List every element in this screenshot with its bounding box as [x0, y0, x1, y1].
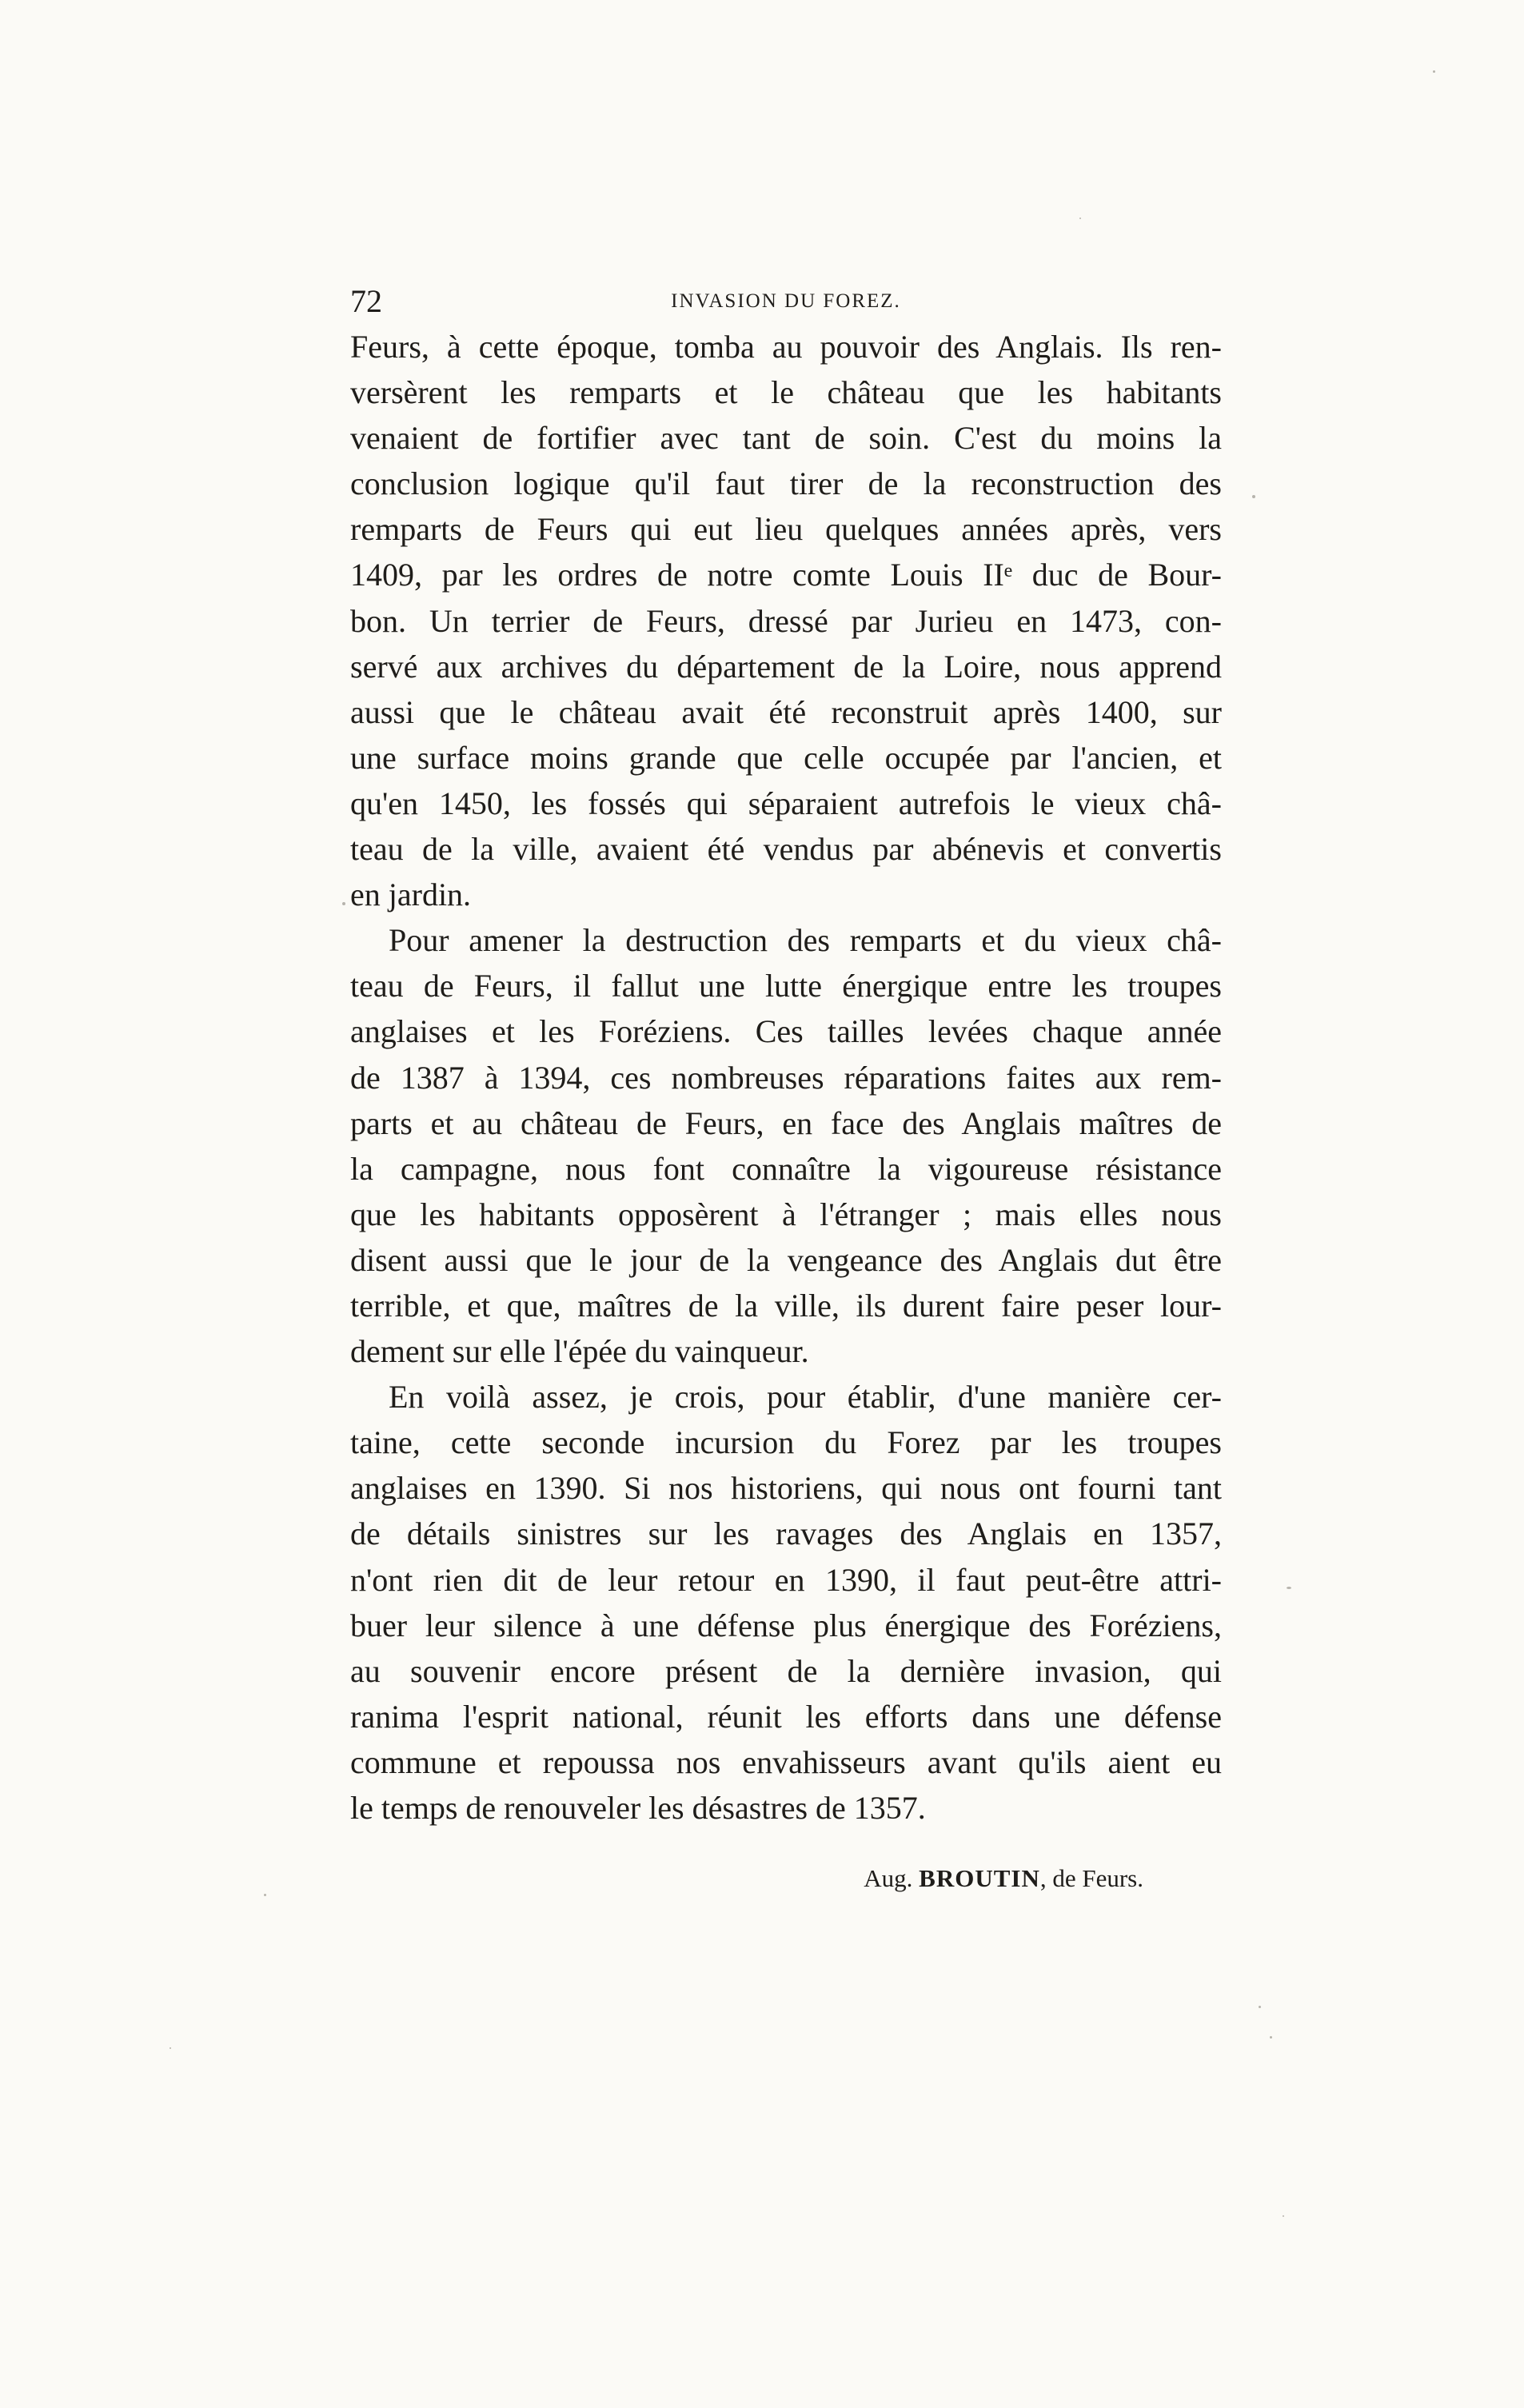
body-text: [350, 324, 1222, 1831]
paper-speck: [1252, 495, 1255, 498]
text-line: au souvenir encore présent de la dernière invasion, qui: [350, 1652, 1222, 1689]
paper-speck: [264, 1894, 266, 1896]
paper-speck: [1270, 2036, 1272, 2039]
paper-speck: [1259, 2006, 1261, 2008]
text-line: Pour amener la destruction des remparts et du vieux châ-: [389, 922, 1222, 959]
text-line: n'ont rien dit de leur retour en 1390, il faut peut-être attri-: [350, 1561, 1222, 1598]
signature-prefix: Aug.: [864, 1864, 913, 1892]
text-line: terrible, et que, maîtres de la ville, ils durent faire peser lour-: [350, 1287, 1222, 1324]
text-line: commune et repoussa nos envahisseurs avant qu'ils aient eu: [350, 1743, 1222, 1780]
paper-speck: [1287, 1587, 1291, 1589]
text-line: de détails sinistres sur les ravages des Anglais en 1357,: [350, 1515, 1222, 1552]
text-line: venaient de fortifier avec tant de soin. C'est du moins la: [350, 420, 1222, 457]
signature-suffix: , de Feurs.: [1039, 1864, 1143, 1892]
text-line: servé aux archives du département de la Loire, nous apprend: [350, 648, 1222, 685]
text-line: disent aussi que le jour de la vengeance des Anglais dut être: [350, 1241, 1222, 1278]
running-header: [350, 282, 1222, 321]
running-title: INVASION DU FOREZ.: [671, 290, 901, 312]
author-signature: [800, 1859, 1143, 1898]
text-line: 1409, par les ordres de notre comte Louis IIᵉ duc de Bour-: [350, 557, 1222, 593]
text-line: anglaises en 1390. Si nos historiens, qui nous ont fourni tant: [350, 1470, 1222, 1507]
text-line: aussi que le château avait été reconstruit après 1400, sur: [350, 693, 1222, 730]
text-line: Feurs, à cette époque, tomba au pouvoir des Anglais. Ils ren-: [350, 329, 1222, 365]
text-line: anglaises et les Foréziens. Ces tailles levées chaque année: [350, 1013, 1222, 1050]
text-line: la campagne, nous font connaître la vigoureuse résistance: [350, 1150, 1222, 1187]
paper-speck: [342, 902, 345, 905]
text-line: bon. Un terrier de Feurs, dressé par Jurieu en 1473, con-: [350, 602, 1222, 639]
paper-speck: [1433, 70, 1435, 73]
text-line: qu'en 1450, les fossés qui séparaient autrefois le vieux châ-: [350, 785, 1222, 821]
text-line: En voilà assez, je crois, pour établir, d'une manière cer-: [389, 1379, 1222, 1416]
text-line: que les habitants opposèrent à l'étranger ; mais elles nous: [350, 1196, 1222, 1232]
paper-speck: [170, 2047, 171, 2049]
text-line: parts et au château de Feurs, en face des Anglais maîtres de: [350, 1104, 1222, 1141]
text-line: de 1387 à 1394, ces nombreuses réparations faites aux rem-: [350, 1059, 1222, 1096]
text-line: teau de la ville, avaient été vendus par abénevis et convertis: [350, 831, 1222, 868]
text-line: dement sur elle l'épée du vainqueur.: [350, 1333, 809, 1370]
text-line: le temps de renouveler les désastres de 1357.: [350, 1790, 926, 1826]
text-line: teau de Feurs, il fallut une lutte énergique entre les troupes: [350, 968, 1222, 1004]
paper-speck: [1079, 218, 1081, 219]
text-line: versèrent les remparts et le château que les habitants: [350, 374, 1222, 411]
text-line: taine, cette seconde incursion du Forez par les troupes: [350, 1424, 1222, 1461]
text-line: buer leur silence à une défense plus énergique des Foréziens,: [350, 1607, 1222, 1643]
text-line: ranima l'esprit national, réunit les efforts dans une défense: [350, 1698, 1222, 1735]
paper-speck: [1283, 2215, 1284, 2217]
text-line: remparts de Feurs qui eut lieu quelques années après, vers: [350, 511, 1222, 548]
signature-name: BROUTIN: [919, 1864, 1040, 1892]
text-line: une surface moins grande que celle occupée par l'ancien, et: [350, 739, 1222, 776]
page-number: 72: [350, 283, 382, 319]
text-line: conclusion logique qu'il faut tirer de la reconstruction des: [350, 465, 1222, 502]
text-line: en jardin.: [350, 877, 472, 913]
